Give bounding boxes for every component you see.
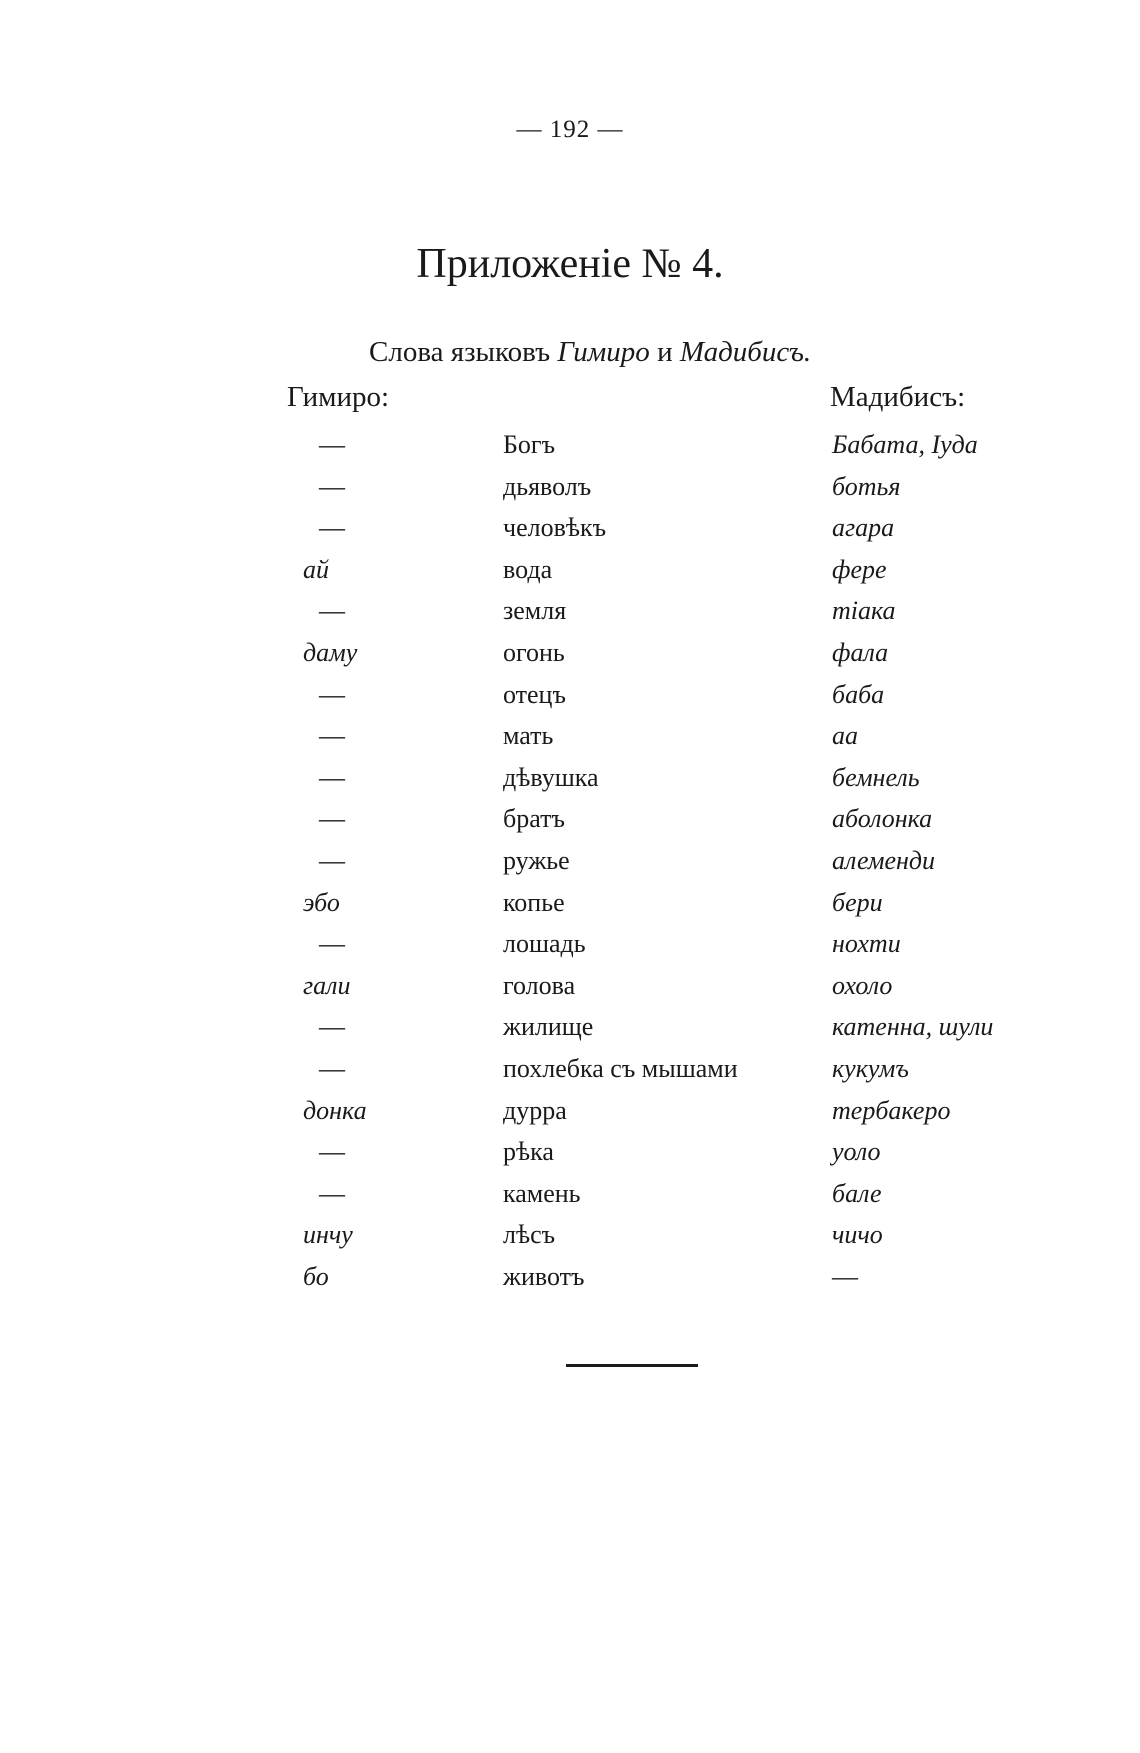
gimiro-word: — [319, 1178, 345, 1208]
madibis-word: ботья [832, 471, 901, 501]
russian-word: братъ [503, 804, 565, 834]
subtitle-lang-gimiro: Гимиро [557, 336, 650, 368]
madibis-word: бале [832, 1178, 882, 1208]
russian-word: вода [503, 554, 553, 584]
russian-word: мать [503, 721, 554, 751]
russian-word: дьяволъ [503, 471, 592, 501]
gimiro-word: — [319, 430, 345, 459]
gimiro-word: — [319, 929, 345, 959]
vocabulary-row [0, 715, 1140, 757]
gimiro-word: — [319, 1137, 345, 1167]
russian-word: рѣка [503, 1137, 554, 1167]
gimiro-word: инчу [303, 1220, 353, 1250]
vocabulary-row [0, 1006, 1140, 1048]
gimiro-word: — [319, 513, 345, 543]
end-rule [566, 1364, 698, 1367]
subtitle [369, 336, 811, 369]
madibis-word: бемнель [832, 762, 920, 792]
russian-word: дѣвушка [503, 762, 599, 792]
gimiro-word: — [319, 471, 345, 501]
russian-word: копье [503, 887, 565, 917]
madibis-word: тербакеро [832, 1095, 951, 1125]
russian-word: животъ [503, 1261, 585, 1291]
gimiro-word: эбо [303, 887, 340, 917]
russian-word: дурра [503, 1095, 567, 1125]
madibis-word: фала [832, 637, 889, 667]
vocabulary-row [0, 1256, 1140, 1298]
madibis-word: алеменди [832, 845, 936, 875]
vocabulary-row [0, 590, 1140, 632]
russian-word: огонь [503, 637, 565, 667]
vocabulary-row [0, 882, 1140, 924]
vocabulary-row [0, 632, 1140, 674]
madibis-word: Бабата, Iуда [832, 430, 978, 459]
vocabulary-row [0, 1090, 1140, 1132]
vocabulary-row [0, 466, 1140, 508]
russian-word: похлебка съ мышами [503, 1053, 738, 1083]
vocabulary-row [0, 757, 1140, 799]
madibis-word: фере [832, 554, 887, 584]
madibis-word: чичо [832, 1220, 883, 1250]
gimiro-word: — [319, 804, 345, 834]
gimiro-word: донка [303, 1095, 367, 1125]
madibis-word: катенна, шули [832, 1012, 994, 1042]
vocabulary-row [0, 507, 1140, 549]
madibis-word: нохти [832, 929, 901, 959]
russian-word: голова [503, 970, 576, 1000]
russian-word: человѣкъ [503, 513, 607, 543]
russian-word: земля [503, 596, 567, 626]
vocabulary-row [0, 1131, 1140, 1173]
gimiro-word: бо [303, 1261, 329, 1291]
russian-word: лѣсъ [503, 1220, 556, 1250]
gimiro-word: — [319, 596, 345, 626]
vocabulary-row [0, 840, 1140, 882]
column-header-gimiro: Гимиро: [287, 381, 390, 413]
madibis-word: кукумъ [832, 1053, 909, 1083]
gimiro-word: — [319, 1012, 345, 1042]
subtitle-prefix: Слова языковъ [369, 336, 558, 368]
madibis-word: аболонка [832, 804, 933, 834]
gimiro-word: — [319, 679, 345, 709]
russian-word: отецъ [503, 679, 566, 709]
vocabulary-row [0, 549, 1140, 591]
russian-word: камень [503, 1178, 581, 1208]
vocabulary-row [0, 1048, 1140, 1090]
madibis-word: агара [832, 513, 895, 543]
russian-word: лошадь [503, 929, 586, 959]
vocabulary-row [0, 424, 1140, 466]
russian-word: Богъ [503, 430, 556, 459]
vocabulary-row [0, 1214, 1140, 1256]
gimiro-word: ай [303, 554, 329, 584]
gimiro-word: — [319, 762, 345, 792]
vocabulary-row [0, 1173, 1140, 1215]
madibis-word: аа [832, 721, 858, 751]
madibis-word: уоло [832, 1137, 881, 1167]
madibis-word: охоло [832, 970, 893, 1000]
gimiro-word: гали [303, 970, 351, 1000]
gimiro-word: — [319, 1053, 345, 1083]
madibis-word: — [832, 1261, 858, 1291]
russian-word: жилище [503, 1012, 594, 1042]
gimiro-word: — [319, 845, 345, 875]
vocabulary-row [0, 674, 1140, 716]
page-number: — 192 — [516, 116, 624, 143]
madibis-word: бери [832, 887, 883, 917]
vocabulary-row [0, 923, 1140, 965]
gimiro-word: даму [303, 637, 358, 667]
subtitle-conjunction: и [649, 336, 680, 368]
madibis-word: тiака [832, 596, 896, 626]
vocabulary-row [0, 798, 1140, 840]
russian-word: ружье [503, 845, 570, 875]
vocabulary-table [0, 424, 1140, 1297]
gimiro-word: — [319, 721, 345, 751]
page-title: Приложеніе № 4. [416, 241, 724, 287]
subtitle-lang-madibis: Мадибисъ. [679, 336, 812, 368]
madibis-word: баба [832, 679, 885, 709]
vocabulary-row [0, 965, 1140, 1007]
column-header-madibis: Мадибисъ: [830, 381, 966, 413]
